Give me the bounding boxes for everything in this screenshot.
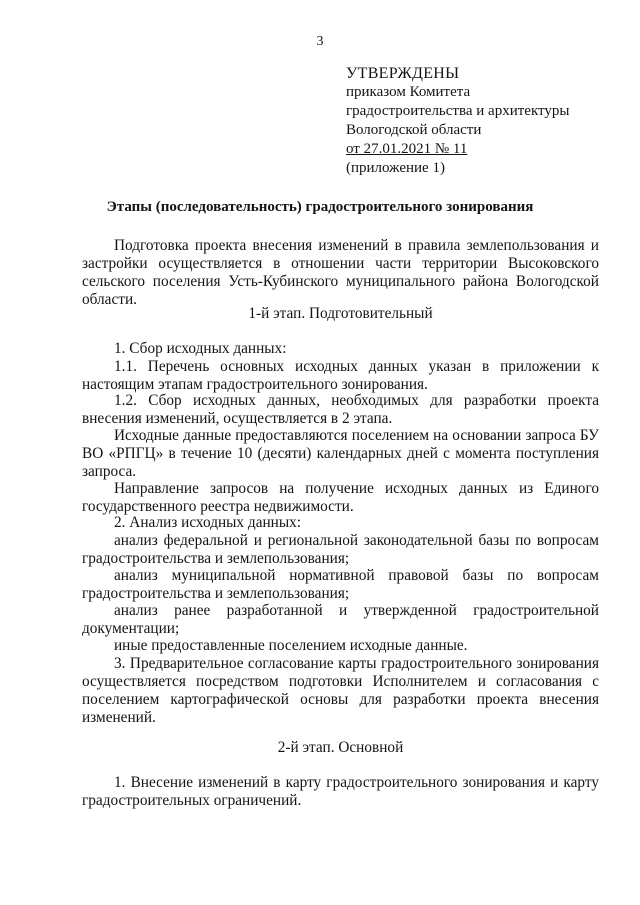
stage-1-item-3: 3. Предварительное согласование карты градостроительного зонирования осуществляется посредством подготовки Исполнителем и согласования с поселением картографической основы для разработки проекта внесения изменений. [82,655,599,726]
approval-date-number: от 27.01.2021 № 11 [346,141,468,157]
analysis-item: иные предоставленные поселением исходные данные. [114,637,468,654]
stage-1-item-1-1: 1.1. Перечень основных исходных данных указан в приложении к настоящим этапам градостроительного зонирования. [82,358,599,393]
stage-1-item-1: 1. Сбор исходных данных: [114,340,287,357]
approval-line-2: градостроительства и архитектуры [346,103,570,119]
document-title: Этапы (последовательность) градостроительного зонирования [106,199,534,215]
analysis-item: анализ федеральной и региональной законодательной базы по вопросам градостроительства и землепользования; [82,532,599,567]
approval-line-1: приказом Комитета [346,84,471,100]
source-data-paragraph: Исходные данные предоставляются поселением на основании запроса БУ ВО «РПГЦ» в течение 10 (десяти) календарных дней с момента поступления запроса. [82,427,599,480]
approval-attachment: (приложение 1) [346,160,445,176]
stage-1-heading: 1-й этап. Подготовительный [248,305,433,322]
intro-paragraph: Подготовка проекта внесения изменений в правила землепользования и застройки осуществляется в отношении части территории Высоковского сельского поселения Усть-Кубинского муниципального района Вологодской области. [82,237,599,308]
analysis-item: анализ муниципальной нормативной правовой базы по вопросам градостроительства и землепользования; [82,567,599,602]
stage-2-item-1: 1. Внесение изменений в карту градостроительного зонирования и карту градостроительных ограничений. [82,774,599,809]
page-number: 3 [316,34,324,49]
stage-2-heading: 2-й этап. Основной [277,739,404,756]
requests-paragraph: Направление запросов на получение исходных данных из Единого государственного реестра недвижимости. [82,480,599,515]
approval-block [346,64,569,178]
stage-1-item-2: 2. Анализ исходных данных: [114,514,302,531]
approval-heading: УТВЕРЖДЕНЫ [346,65,460,82]
stage-1-item-1-2: 1.2. Сбор исходных данных, необходимых для разработки проекта внесения изменений, осуществляется в 2 этапа. [82,392,599,427]
analysis-item: анализ ранее разработанной и утвержденной градостроительной документации; [82,602,599,637]
approval-line-3: Вологодской области [346,122,482,138]
